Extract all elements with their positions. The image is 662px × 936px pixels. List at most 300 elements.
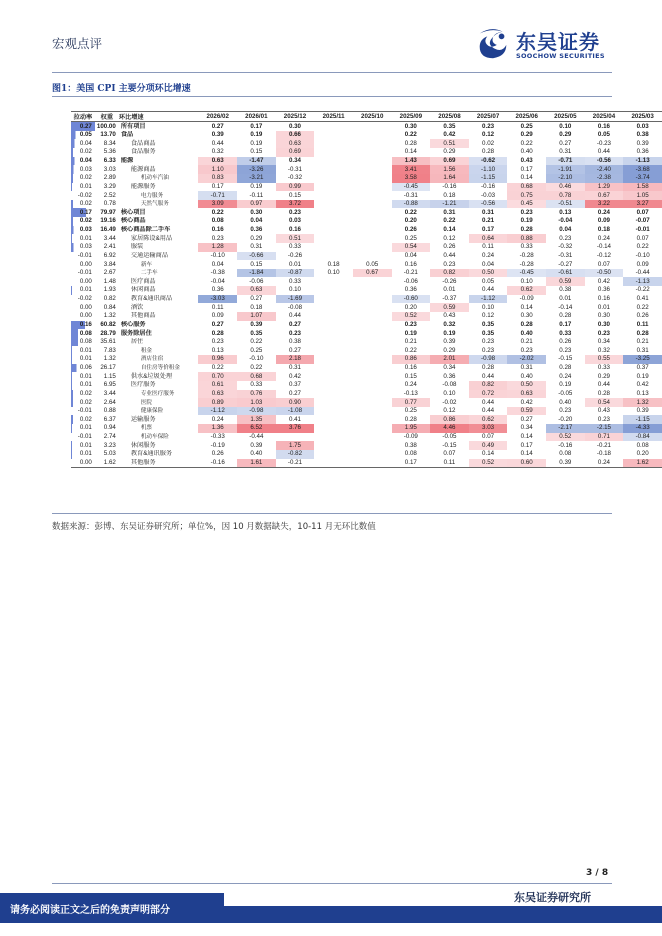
value-cell: -0.09 bbox=[403, 433, 418, 440]
value-cell: 0.07 bbox=[597, 260, 610, 268]
item-name-cell: 自住房等价租金 bbox=[140, 365, 180, 371]
table-row bbox=[71, 226, 662, 235]
pull-rate-cell: 0.04 bbox=[71, 139, 95, 148]
value-cell: 0.40 bbox=[520, 372, 533, 380]
weight-cell: 0.84 bbox=[103, 303, 116, 311]
value-cell: 0.54 bbox=[585, 398, 624, 407]
value-cell: 0.43 bbox=[443, 312, 456, 320]
value-cell: 0.36 bbox=[404, 286, 417, 294]
footer-disclaimer: 请务必阅读正文之后的免责声明部分 bbox=[10, 905, 170, 916]
value-cell: 0.44 bbox=[211, 139, 224, 147]
weight-cell: 16.49 bbox=[100, 226, 116, 233]
pull-rate-cell: 0.06 bbox=[71, 364, 95, 373]
table-row bbox=[71, 433, 662, 442]
value-cell: 0.19 bbox=[250, 131, 263, 139]
value-cell bbox=[353, 148, 392, 157]
value-cell: 1.05 bbox=[623, 191, 662, 200]
item-name-cell: 所有项目 bbox=[120, 122, 146, 130]
source-note: 数据来源：彭博、东吴证券研究所；单位%，因 10 月数据缺失，10-11 月无环比数值 bbox=[52, 522, 376, 532]
column-header: 2025/10 bbox=[353, 112, 392, 122]
value-cell: 0.04 bbox=[404, 251, 417, 259]
value-cell: -0.16 bbox=[198, 459, 237, 468]
value-cell: -3.74 bbox=[623, 174, 662, 183]
value-cell bbox=[314, 381, 353, 390]
value-cell: 0.23 bbox=[597, 329, 610, 337]
value-cell: 0.12 bbox=[482, 131, 495, 139]
value-cell: -0.56 bbox=[469, 200, 508, 209]
value-cell bbox=[314, 183, 353, 192]
item-name-cell: 专业医疗服务 bbox=[140, 390, 175, 397]
value-cell: -3.25 bbox=[623, 355, 662, 364]
column-header: 2026/02 bbox=[198, 112, 237, 122]
item-name-cell: 食品 bbox=[120, 131, 134, 139]
weight-cell: 79.97 bbox=[100, 208, 116, 216]
value-cell: -2.02 bbox=[507, 355, 546, 364]
value-cell bbox=[353, 390, 392, 399]
value-cell bbox=[353, 191, 392, 200]
value-cell: 0.12 bbox=[482, 312, 495, 320]
value-cell: 0.31 bbox=[520, 364, 533, 371]
pull-rate-cell: 0.02 bbox=[71, 148, 95, 157]
weight-cell: 1.93 bbox=[103, 286, 116, 294]
value-cell: -0.32 bbox=[287, 174, 303, 182]
value-cell: 0.22 bbox=[211, 364, 224, 371]
value-cell: 0.29 bbox=[443, 148, 456, 156]
value-cell: -0.61 bbox=[546, 269, 585, 278]
value-cell: -0.16 bbox=[558, 441, 573, 449]
weight-cell: 3.84 bbox=[103, 260, 116, 268]
table-row bbox=[71, 139, 662, 148]
value-cell: -0.18 bbox=[596, 450, 611, 458]
value-cell: 0.44 bbox=[597, 381, 610, 389]
item-name-cell: 运输服务 bbox=[130, 415, 156, 423]
pull-rate-cell: 0.05 bbox=[71, 131, 95, 140]
value-cell: 0.08 bbox=[636, 441, 649, 449]
item-name-cell: 食品服务 bbox=[130, 148, 156, 156]
value-cell: 0.23 bbox=[404, 320, 417, 328]
value-cell bbox=[314, 415, 353, 424]
value-cell: 0.21 bbox=[520, 338, 533, 346]
value-cell: 0.63 bbox=[198, 157, 237, 166]
value-cell: 0.26 bbox=[211, 450, 224, 458]
value-cell: 0.49 bbox=[469, 441, 508, 450]
value-cell bbox=[314, 174, 353, 183]
value-cell bbox=[314, 441, 353, 450]
value-cell: -1.69 bbox=[276, 295, 315, 304]
value-cell: 0.30 bbox=[597, 320, 610, 328]
value-cell: 0.63 bbox=[237, 286, 276, 295]
value-cell bbox=[353, 243, 392, 252]
value-cell: 0.16 bbox=[288, 226, 301, 233]
pull-rate-cell: 0.01 bbox=[71, 234, 95, 243]
value-cell: 0.05 bbox=[597, 131, 610, 139]
item-name-cell: 其他商品 bbox=[130, 312, 156, 320]
company-name-en: SOOCHOW SECURITIES bbox=[516, 52, 605, 60]
item-name-cell: 家居陈设&用品 bbox=[130, 234, 173, 242]
weight-cell: 13.70 bbox=[100, 131, 116, 139]
value-cell: 0.28 bbox=[404, 139, 417, 147]
page-number: 3 / 8 bbox=[586, 868, 609, 878]
value-cell: -0.62 bbox=[469, 157, 508, 166]
value-cell: -0.31 bbox=[558, 251, 573, 259]
weight-cell: 3.03 bbox=[103, 165, 116, 173]
value-cell bbox=[314, 303, 353, 312]
value-cell: -0.27 bbox=[558, 260, 573, 268]
item-name-cell: 食品商品 bbox=[130, 139, 156, 147]
value-cell: 0.16 bbox=[404, 364, 417, 371]
value-cell: 0.24 bbox=[482, 251, 495, 259]
value-cell: -1.21 bbox=[430, 200, 469, 209]
weight-cell: 2.89 bbox=[103, 174, 116, 182]
value-cell bbox=[353, 122, 392, 131]
value-cell: 0.77 bbox=[392, 398, 431, 407]
value-cell: 0.31 bbox=[443, 208, 456, 216]
value-cell: 0.17 bbox=[482, 226, 495, 233]
value-cell bbox=[314, 407, 353, 416]
value-cell: 0.18 bbox=[443, 191, 456, 199]
item-name-cell: 机票 bbox=[140, 425, 153, 432]
value-cell: 0.96 bbox=[198, 355, 237, 364]
value-cell: 0.42 bbox=[288, 372, 301, 380]
value-cell: 0.13 bbox=[211, 346, 224, 354]
weight-cell: 35.61 bbox=[100, 338, 116, 346]
item-name-cell: 天然气服务 bbox=[140, 201, 169, 208]
item-name-cell: 核心商品除二手车 bbox=[120, 226, 171, 233]
weight-cell: 2.74 bbox=[103, 433, 116, 440]
value-cell: 1.07 bbox=[237, 312, 276, 321]
value-cell: 0.27 bbox=[559, 139, 572, 147]
column-header: 2025/05 bbox=[546, 112, 585, 122]
value-cell: 0.01 bbox=[597, 303, 610, 311]
value-cell bbox=[314, 338, 353, 347]
value-cell: -0.16 bbox=[481, 182, 496, 190]
value-cell: 0.29 bbox=[597, 372, 610, 380]
value-cell: 0.07 bbox=[482, 433, 495, 440]
value-cell: 0.28 bbox=[559, 364, 572, 371]
item-name-cell: 酒店住宿 bbox=[140, 356, 164, 363]
value-cell: 0.44 bbox=[482, 407, 495, 415]
value-cell: 0.03 bbox=[288, 217, 301, 225]
pull-rate-cell: 0.16 bbox=[71, 321, 95, 330]
value-cell: 0.30 bbox=[520, 312, 533, 320]
value-cell: 0.28 bbox=[404, 415, 417, 423]
value-cell: 0.07 bbox=[443, 450, 456, 458]
value-cell: 0.18 bbox=[597, 226, 610, 233]
value-cell: 0.68 bbox=[237, 372, 276, 381]
table-row bbox=[71, 355, 662, 364]
value-cell: 0.18 bbox=[327, 260, 340, 268]
value-cell: 0.38 bbox=[636, 131, 649, 139]
value-cell: 0.33 bbox=[597, 364, 610, 371]
value-cell bbox=[314, 390, 353, 399]
value-cell: -0.31 bbox=[403, 191, 418, 199]
value-cell: -0.10 bbox=[210, 251, 225, 259]
pull-rate-cell: 0.04 bbox=[71, 157, 95, 166]
value-cell: 0.23 bbox=[520, 346, 533, 354]
pull-rate-cell: 0.01 bbox=[71, 355, 95, 364]
value-cell: -1.15 bbox=[623, 415, 662, 424]
value-cell: -0.21 bbox=[403, 269, 418, 277]
item-name-cell: 机动车汽油 bbox=[140, 175, 169, 182]
value-cell: 0.12 bbox=[443, 234, 456, 242]
table-row bbox=[71, 364, 662, 373]
value-cell: 0.20 bbox=[636, 450, 649, 458]
pull-rate-cell: 0.02 bbox=[71, 398, 95, 407]
item-name-cell: 供水&垃圾处理 bbox=[130, 372, 173, 380]
value-cell: -3.21 bbox=[237, 174, 276, 183]
value-cell: 0.29 bbox=[559, 131, 572, 139]
value-cell bbox=[314, 321, 353, 330]
value-cell bbox=[353, 450, 392, 459]
value-cell: -0.15 bbox=[558, 355, 573, 363]
value-cell: 0.24 bbox=[211, 415, 224, 423]
value-cell: 0.86 bbox=[392, 355, 431, 364]
value-cell: 0.27 bbox=[250, 295, 263, 302]
value-cell: 0.39 bbox=[636, 139, 649, 147]
value-cell: 0.01 bbox=[559, 295, 572, 302]
value-cell: 0.72 bbox=[469, 390, 508, 399]
value-cell: 1.32 bbox=[623, 398, 662, 407]
value-cell bbox=[353, 226, 392, 235]
value-cell: -2.10 bbox=[546, 174, 585, 183]
table-header-row bbox=[71, 112, 662, 122]
weight-cell: 0.94 bbox=[103, 424, 116, 432]
value-cell: 0.08 bbox=[404, 450, 417, 458]
value-cell: 0.40 bbox=[520, 148, 533, 156]
value-cell: -0.19 bbox=[210, 441, 225, 449]
value-cell: 0.14 bbox=[520, 174, 533, 182]
table-row bbox=[71, 286, 662, 295]
value-cell: 0.28 bbox=[559, 312, 572, 320]
value-cell: -0.87 bbox=[276, 269, 315, 278]
value-cell: 0.14 bbox=[520, 433, 533, 440]
value-cell: 0.34 bbox=[520, 424, 533, 432]
value-cell: 3.41 bbox=[392, 165, 431, 174]
value-cell: 0.17 bbox=[250, 122, 263, 130]
item-name-cell: 能源 bbox=[120, 157, 134, 164]
value-cell bbox=[353, 346, 392, 355]
value-cell: 0.30 bbox=[250, 208, 263, 216]
value-cell: 0.23 bbox=[559, 234, 572, 242]
value-cell: 0.10 bbox=[443, 389, 456, 397]
value-cell: 0.14 bbox=[482, 450, 495, 458]
weight-cell: 2.41 bbox=[103, 243, 116, 251]
value-cell: -0.20 bbox=[558, 415, 573, 423]
value-cell: 6.52 bbox=[237, 424, 276, 433]
value-cell: 0.63 bbox=[507, 390, 546, 399]
value-cell: 0.64 bbox=[469, 234, 508, 243]
value-cell: 2.01 bbox=[430, 355, 469, 364]
table-row bbox=[71, 269, 662, 278]
value-cell: -0.50 bbox=[585, 269, 624, 278]
table-row bbox=[71, 131, 662, 140]
value-cell: 0.18 bbox=[250, 303, 263, 311]
value-cell: 0.52 bbox=[392, 312, 431, 321]
value-cell bbox=[353, 321, 392, 330]
value-cell: -0.02 bbox=[442, 398, 457, 406]
pull-rate-cell: 0.01 bbox=[71, 346, 95, 355]
value-cell: -0.09 bbox=[519, 295, 534, 302]
value-cell: 0.23 bbox=[211, 338, 224, 346]
value-cell bbox=[314, 450, 353, 459]
value-cell: 1.64 bbox=[430, 174, 469, 183]
weight-cell: 1.32 bbox=[103, 355, 116, 363]
value-cell: -0.21 bbox=[276, 459, 315, 468]
value-cell bbox=[314, 191, 353, 200]
value-cell: -2.15 bbox=[585, 424, 624, 433]
weight-cell: 1.62 bbox=[95, 459, 119, 468]
value-cell: -0.51 bbox=[546, 200, 585, 209]
weight-cell: 0.82 bbox=[103, 295, 116, 302]
value-cell: -0.06 bbox=[403, 277, 418, 285]
value-cell bbox=[314, 459, 353, 468]
value-cell: -0.26 bbox=[442, 277, 457, 285]
table-row bbox=[71, 312, 662, 321]
value-cell: 0.23 bbox=[559, 407, 572, 415]
pull-rate-cell: 0.03 bbox=[71, 165, 95, 174]
table-row bbox=[71, 191, 662, 200]
value-cell: 0.04 bbox=[482, 260, 495, 268]
table-row bbox=[71, 165, 662, 174]
table-row bbox=[71, 122, 662, 131]
item-name-cell: 酒饮 bbox=[130, 303, 144, 311]
value-cell bbox=[314, 200, 353, 209]
value-cell: 0.39 bbox=[250, 441, 263, 449]
value-cell: 0.21 bbox=[482, 217, 495, 225]
value-cell: 0.14 bbox=[520, 303, 533, 311]
value-cell bbox=[314, 364, 353, 373]
value-cell: 2.18 bbox=[276, 355, 315, 364]
weight-cell: 2.67 bbox=[103, 269, 116, 277]
value-cell: 0.12 bbox=[443, 407, 456, 415]
value-cell: 0.23 bbox=[597, 415, 610, 423]
value-cell: 0.04 bbox=[559, 226, 572, 233]
item-name-cell: 医院 bbox=[140, 399, 153, 406]
value-cell bbox=[314, 122, 353, 131]
item-name-cell: 服装 bbox=[130, 243, 144, 251]
value-cell bbox=[314, 139, 353, 148]
value-cell: 0.35 bbox=[250, 329, 263, 337]
value-cell: 0.27 bbox=[288, 346, 301, 354]
value-cell bbox=[353, 208, 392, 217]
weight-cell: 28.79 bbox=[100, 329, 116, 337]
value-cell: 0.29 bbox=[250, 234, 263, 242]
value-cell: 0.70 bbox=[198, 372, 237, 381]
value-cell bbox=[353, 459, 392, 468]
weight-cell: 1.15 bbox=[103, 372, 116, 380]
value-cell: -0.37 bbox=[442, 295, 457, 302]
value-cell: 0.03 bbox=[636, 122, 649, 130]
value-cell: 0.41 bbox=[288, 415, 301, 423]
value-cell: -0.28 bbox=[519, 260, 534, 268]
item-name-cell: 休闲商品 bbox=[130, 286, 156, 294]
value-cell: 0.44 bbox=[482, 372, 495, 380]
value-cell: 0.43 bbox=[520, 157, 533, 164]
value-cell: 0.89 bbox=[198, 398, 237, 407]
column-header: 2025/09 bbox=[392, 112, 431, 122]
footer-institute: 东吴证券研究所 bbox=[514, 891, 591, 904]
value-cell: -2.17 bbox=[546, 424, 585, 433]
value-cell: 0.59 bbox=[507, 407, 546, 416]
value-cell: 0.62 bbox=[469, 415, 508, 424]
value-cell: 4.46 bbox=[430, 424, 469, 433]
value-cell: 0.38 bbox=[404, 441, 417, 449]
value-cell: -0.45 bbox=[392, 183, 431, 192]
table-row bbox=[71, 252, 662, 261]
table-row bbox=[71, 450, 662, 459]
table-row bbox=[71, 157, 662, 166]
value-cell: 0.26 bbox=[404, 226, 417, 233]
value-cell: 0.24 bbox=[404, 381, 417, 389]
value-cell: -0.98 bbox=[237, 407, 276, 416]
value-cell: -1.12 bbox=[198, 407, 237, 416]
value-cell: 0.42 bbox=[520, 398, 533, 406]
pull-rate-cell: 0.03 bbox=[71, 243, 95, 252]
value-cell bbox=[314, 355, 353, 364]
value-cell: 0.62 bbox=[507, 286, 546, 295]
value-cell bbox=[353, 286, 392, 295]
value-cell bbox=[353, 415, 392, 424]
value-cell: 0.10 bbox=[327, 269, 340, 277]
value-cell bbox=[314, 295, 353, 304]
value-cell: -0.56 bbox=[585, 157, 624, 166]
value-cell: 0.23 bbox=[288, 329, 301, 337]
value-cell: -0.05 bbox=[442, 433, 457, 440]
column-header: 2025/12 bbox=[276, 112, 315, 122]
value-cell: 0.33 bbox=[288, 277, 301, 285]
pull-rate-cell: 0.00 bbox=[79, 303, 92, 311]
weight-cell: 0.78 bbox=[103, 200, 116, 208]
pull-rate-cell: 0.02 bbox=[71, 200, 95, 209]
value-cell: 0.35 bbox=[443, 122, 456, 130]
item-name-cell: 核心项目 bbox=[120, 208, 146, 216]
value-cell bbox=[353, 364, 392, 373]
column-header: 2025/07 bbox=[469, 112, 508, 122]
weight-cell: 2.64 bbox=[103, 398, 116, 406]
value-cell bbox=[353, 398, 392, 407]
value-cell: 0.78 bbox=[546, 191, 585, 200]
value-cell bbox=[353, 165, 392, 174]
value-cell: 0.15 bbox=[404, 372, 417, 380]
value-cell: 3.03 bbox=[469, 424, 508, 433]
value-cell: -0.84 bbox=[623, 433, 662, 442]
value-cell: 0.34 bbox=[597, 338, 610, 346]
weight-cell: 3.44 bbox=[103, 389, 116, 397]
value-cell bbox=[314, 277, 353, 286]
table-row bbox=[71, 459, 662, 468]
value-cell: 0.15 bbox=[250, 260, 263, 268]
pull-rate-cell: 0.02 bbox=[71, 415, 95, 424]
table-row bbox=[71, 277, 662, 286]
table-row bbox=[71, 217, 662, 226]
value-cell: -0.21 bbox=[596, 441, 611, 449]
value-cell bbox=[314, 329, 353, 338]
pull-rate-cell: 0.08 bbox=[71, 329, 95, 338]
pull-rate-cell: 0.01 bbox=[71, 372, 95, 381]
value-cell: 0.28 bbox=[211, 329, 224, 337]
pull-rate-cell: 0.01 bbox=[71, 450, 95, 459]
weight-cell: 3.44 bbox=[103, 234, 116, 242]
column-header: 2025/08 bbox=[430, 112, 469, 122]
value-cell: -0.98 bbox=[469, 355, 508, 364]
value-cell: 0.11 bbox=[636, 320, 649, 328]
table-row bbox=[71, 338, 662, 347]
pull-rate-cell: 0.01 bbox=[71, 381, 95, 390]
item-name-cell: 教育&通讯商品 bbox=[130, 295, 173, 302]
value-cell: 0.22 bbox=[404, 346, 417, 354]
weight-cell: 5.03 bbox=[103, 450, 116, 458]
weight-cell: 26.17 bbox=[100, 364, 116, 371]
